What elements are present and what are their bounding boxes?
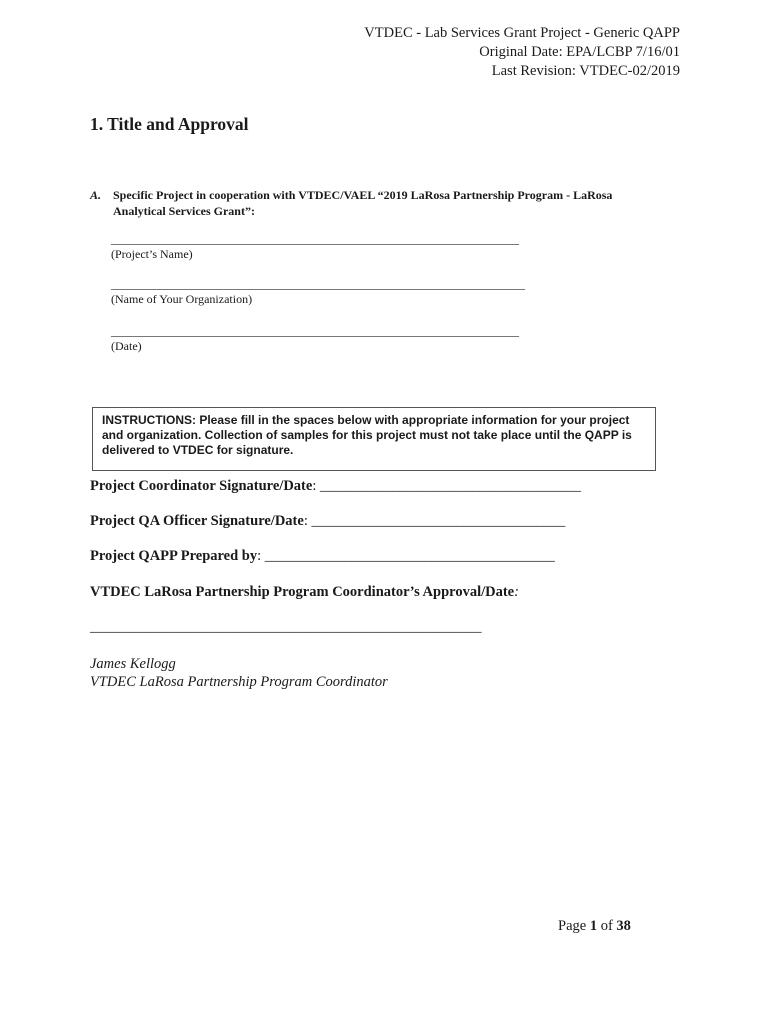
program-coordinator-approval-label: VTDEC LaRosa Partnership Program Coordinator’s Approval/Date bbox=[90, 584, 515, 600]
header-title: VTDEC - Lab Services Grant Project - Generic QAPP bbox=[364, 25, 680, 41]
document-header bbox=[364, 24, 680, 81]
qapp-prepared-by-field[interactable] bbox=[90, 548, 555, 565]
page-of: of bbox=[597, 918, 617, 934]
program-coordinator-approval-field bbox=[90, 584, 519, 601]
project-name-blank[interactable] bbox=[111, 232, 519, 261]
item-a-marker: A. bbox=[90, 188, 102, 202]
page-prefix: Page bbox=[558, 918, 590, 934]
project-name-label: (Project’s Name) bbox=[111, 247, 193, 261]
approval-signature-line[interactable]: ______________________________________________________ bbox=[90, 619, 482, 635]
header-last-revision: Last Revision: VTDEC-02/2019 bbox=[491, 63, 680, 79]
qa-officer-signature-field[interactable] bbox=[90, 513, 565, 530]
qa-officer-signature-line[interactable]: : ___________________________________ bbox=[303, 513, 566, 529]
signer-title: VTDEC LaRosa Partnership Program Coordinator bbox=[90, 674, 388, 690]
qapp-prepared-by-line[interactable]: : ________________________________________ bbox=[257, 548, 555, 564]
header-original-date: Original Date: EPA/LCBP 7/16/01 bbox=[479, 44, 680, 60]
date-label: (Date) bbox=[111, 339, 142, 353]
program-coordinator-approval-colon: : bbox=[514, 584, 519, 600]
qa-officer-signature-label: Project QA Officer Signature/Date bbox=[90, 513, 304, 529]
instructions-box: INSTRUCTIONS: Please fill in the spaces below with appropriate information for your project and organization. Collection of samples for this project must not take place until the QAPP is delivered to VTDEC for signature. bbox=[92, 407, 656, 471]
item-a-text: Specific Project in cooperation with VTDEC/VAEL “2019 LaRosa Partnership Program - LaRosa Analytical Services Grant”: bbox=[113, 188, 613, 218]
signer-block bbox=[90, 655, 388, 691]
organization-name-line[interactable]: _____________________________________________________________________ bbox=[111, 277, 525, 291]
qapp-prepared-by-label: Project QAPP Prepared by bbox=[90, 548, 258, 564]
page-total: 38 bbox=[616, 918, 631, 934]
item-a bbox=[90, 187, 660, 219]
project-name-line[interactable]: ____________________________________________________________________ bbox=[111, 232, 519, 246]
page-current: 1 bbox=[589, 918, 598, 934]
page-number bbox=[558, 918, 631, 935]
organization-name-blank[interactable] bbox=[111, 277, 525, 306]
date-blank[interactable] bbox=[111, 324, 519, 353]
date-line[interactable]: ____________________________________________________________________ bbox=[111, 324, 519, 338]
coordinator-signature-field[interactable] bbox=[90, 478, 581, 495]
signer-name: James Kellogg bbox=[90, 656, 176, 672]
organization-name-label: (Name of Your Organization) bbox=[111, 292, 253, 306]
coordinator-signature-line[interactable]: : ____________________________________ bbox=[312, 478, 581, 494]
coordinator-signature-label: Project Coordinator Signature/Date bbox=[90, 478, 313, 494]
section-title: 1. Title and Approval bbox=[90, 114, 249, 134]
